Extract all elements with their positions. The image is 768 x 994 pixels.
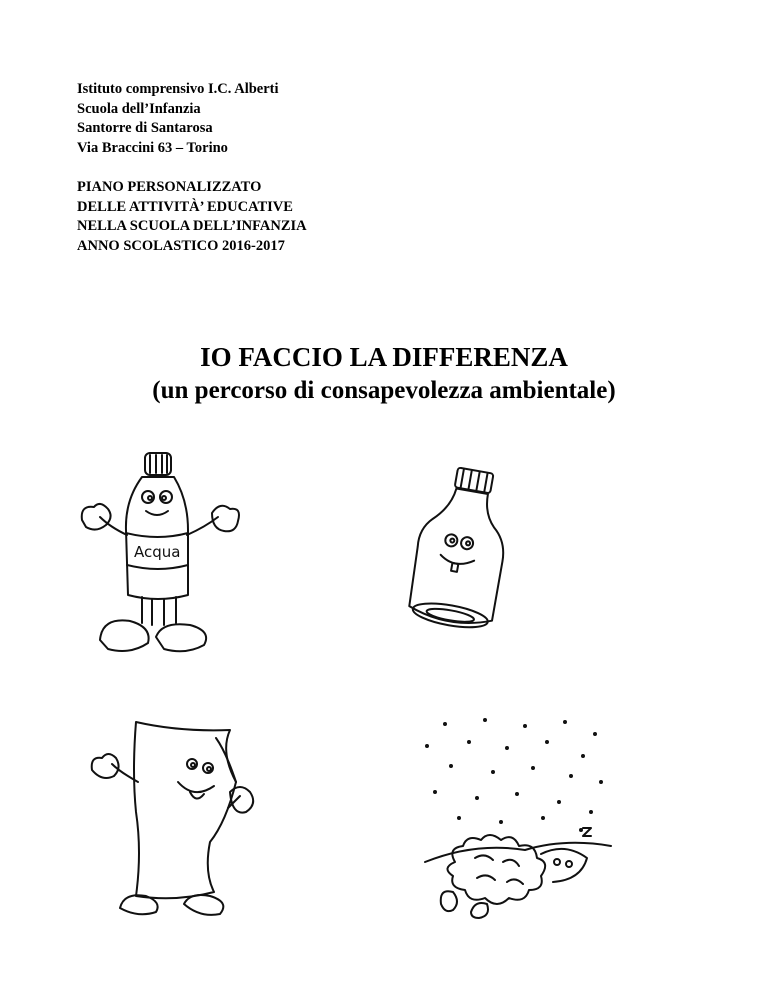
school-address: Via Braccini 63 – Torino (77, 139, 228, 156)
page-title: IO FACCIO LA DIFFERENZA (200, 342, 568, 372)
plan-info (77, 178, 307, 256)
school-name: Scuola dell’Infanzia (77, 100, 201, 117)
plastic-bottle-illustration (70, 445, 250, 660)
glass-bottle-illustration (405, 465, 525, 640)
bottle-label: Acqua (134, 543, 181, 561)
school-institute: Istituto comprensivo I.C. Alberti (77, 81, 279, 97)
plan-line-3: NELLA SCUOLA DELL’INFANZIA (77, 218, 307, 234)
plan-line-2: DELLE ATTIVITÀ’ EDUCATIVE (77, 198, 293, 215)
school-info (77, 80, 279, 158)
organic-waste-illustration (415, 712, 615, 922)
school-branch: Santorre di Santarosa (77, 120, 213, 136)
page-subtitle: (un percorso di consapevolezza ambientale) (152, 377, 616, 404)
plan-school-year: ANNO SCOLASTICO 2016-2017 (77, 237, 285, 254)
plan-line-1: PIANO PERSONALIZZATO (77, 179, 262, 195)
paper-sheet-illustration (80, 712, 260, 917)
